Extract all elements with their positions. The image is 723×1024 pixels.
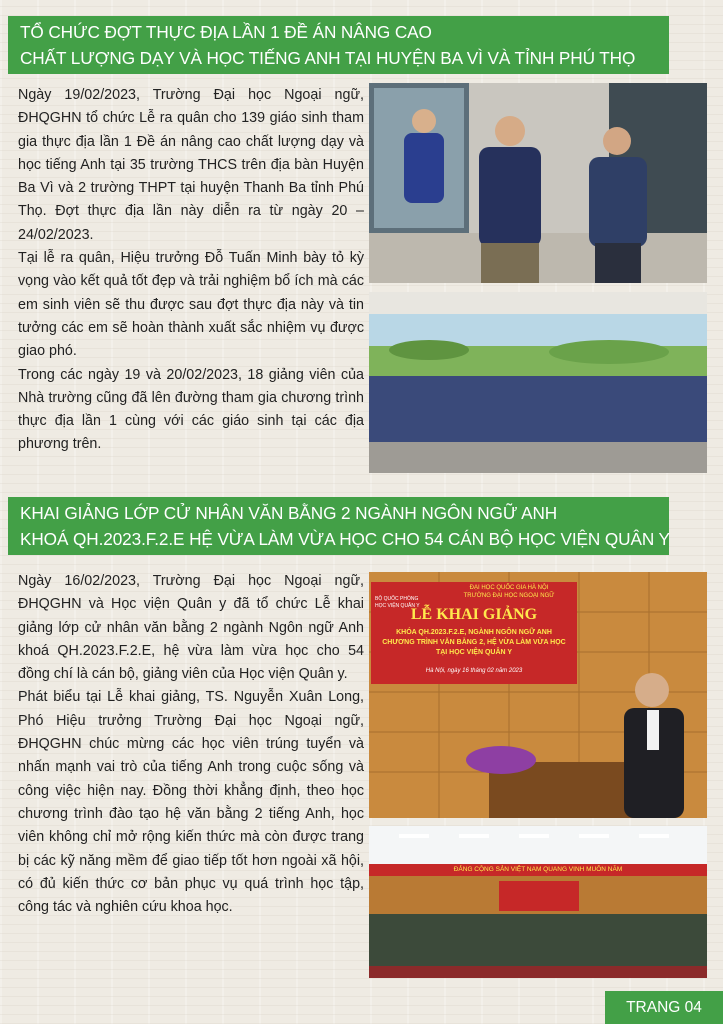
page-number: TRANG 04 <box>605 991 723 1024</box>
section1-title <box>8 16 669 74</box>
banner-top-line2: TRƯỜNG ĐẠI HỌC NGOẠI NGỮ <box>463 593 555 599</box>
banner-sub3: TẠI HỌC VIỆN QUÂN Y <box>435 649 513 656</box>
banner-heading: LỄ KHAI GIẢNG <box>410 606 538 623</box>
hall-slogan: ĐẢNG CỘNG SẢN VIỆT NAM QUANG VINH MUÔN NĂM <box>453 866 623 873</box>
section1-title-line2: CHẤT LƯỢNG DẠY VÀ HỌC TIẾNG ANH TẠI HUYỆN BA VÌ VÀ TỈNH PHÚ THỌ <box>20 48 636 68</box>
section2-title-line1: KHAI GIẢNG LỚP CỬ NHÂN VĂN BẰNG 2 NGÀNH NGÔN NGỮ ANH <box>20 503 558 523</box>
photo-opening-ceremony-speaker <box>369 572 707 818</box>
banner-top-line1: ĐẠI HỌC QUỐC GIA HÀ NỘI <box>469 585 549 591</box>
section1-paragraph: Trong các ngày 19 và 20/02/2023, 18 giảng viên của Nhà trường cũng đã lên đường tham gia chương trình thực địa lần 1 cùng với các giáo sinh tại các địa phương trên. <box>18 366 364 453</box>
ceremony-banner <box>371 582 577 684</box>
section2-title-line2: KHOÁ QH.2023.F.2.E HỆ VỪA LÀM VỪA HỌC CHO 54 CÁN BỘ HỌC VIỆN QUÂN Y <box>20 529 670 549</box>
section1-title-line1: TỔ CHỨC ĐỢT THỰC ĐỊA LẦN 1 ĐỀ ÁN NÂNG CAO <box>20 22 432 42</box>
photo-officials-speaking <box>369 83 707 283</box>
section2-paragraph: Ngày 16/02/2023, Trường Đại học Ngoại ngữ, ĐHQGHN và Học viện Quân y đã tổ chức Lễ khai giảng lớp cử nhân văn bằng 2 ngành Ngôn ngữ Anh khoá QH.2023.F.2.E, hệ vừa làm vừa học cho 54 đồng chí là cán bộ, giảng viên của Học viện Quân y. <box>18 573 364 683</box>
photo-ceremony-group <box>369 826 707 978</box>
banner-sub1: KHÓA QH.2023.F.2.E, NGÀNH NGÔN NGỮ ANH <box>396 629 552 636</box>
section2-body <box>18 570 364 919</box>
banner-sub2: CHƯƠNG TRÌNH VĂN BẰNG 2, HỆ VỪA LÀM VỪA HỌC <box>382 639 566 646</box>
banner-date: Hà Nội, ngày 16 tháng 02 năm 2023 <box>425 668 523 674</box>
section1-paragraph: Tại lễ ra quân, Hiệu trưởng Đỗ Tuấn Minh bày tỏ kỳ vọng vào kết quả tốt đẹp và trải nghiệm bổ ích mà các em sinh viên sẽ thu được sau đợt thực địa này và tin tưởng các em sẽ hoàn thành xuất sắc nhiệm vụ được giao phó. <box>18 250 364 360</box>
section2-title <box>8 497 669 555</box>
section1-body <box>18 84 364 457</box>
section1-paragraph: Ngày 19/02/2023, Trường Đại học Ngoại ngữ, ĐHQGHN tổ chức Lễ ra quân cho 139 giáo sinh tham gia thực địa lần 1 Đề án nâng cao chất lượng dạy và học tiếng Anh tại 35 trường THCS trên địa bàn Huyện Ba Vì và 2 trường THPT tại huyện Thanh Ba tỉnh Phú Thọ. Đợt thực địa lần này diễn ra từ ngày 20 – 24/02/2023. <box>18 87 364 243</box>
section2-paragraph: Phát biểu tại Lễ khai giảng, TS. Nguyễn Xuân Long, Phó Hiệu trưởng Trường Đại học Ngoại ngữ, ĐHQGHN chúc mừng các học viên trúng tuyển và nhấn mạnh vai trò của tiếng Anh trong cuộc sống và công việc hiện nay. Đồng thời khẳng định, theo học chương trình đào tạo hệ văn bằng 2 tiếng Anh, học viên không chỉ mở rộng kiến thức mà còn được trang bị các kỹ năng mềm để giao tiếp tốt hơn ngoài xã hội, có đủ kiến thức cơ bản phục vụ quá trình học tập, công tác và nghiên cứu khoa học. <box>18 689 364 916</box>
photo-students-group <box>369 292 707 473</box>
banner-org-line2: HỌC VIỆN QUÂN Y <box>375 603 420 609</box>
banner-org-line1: BỘ QUỐC PHÒNG <box>375 596 419 602</box>
